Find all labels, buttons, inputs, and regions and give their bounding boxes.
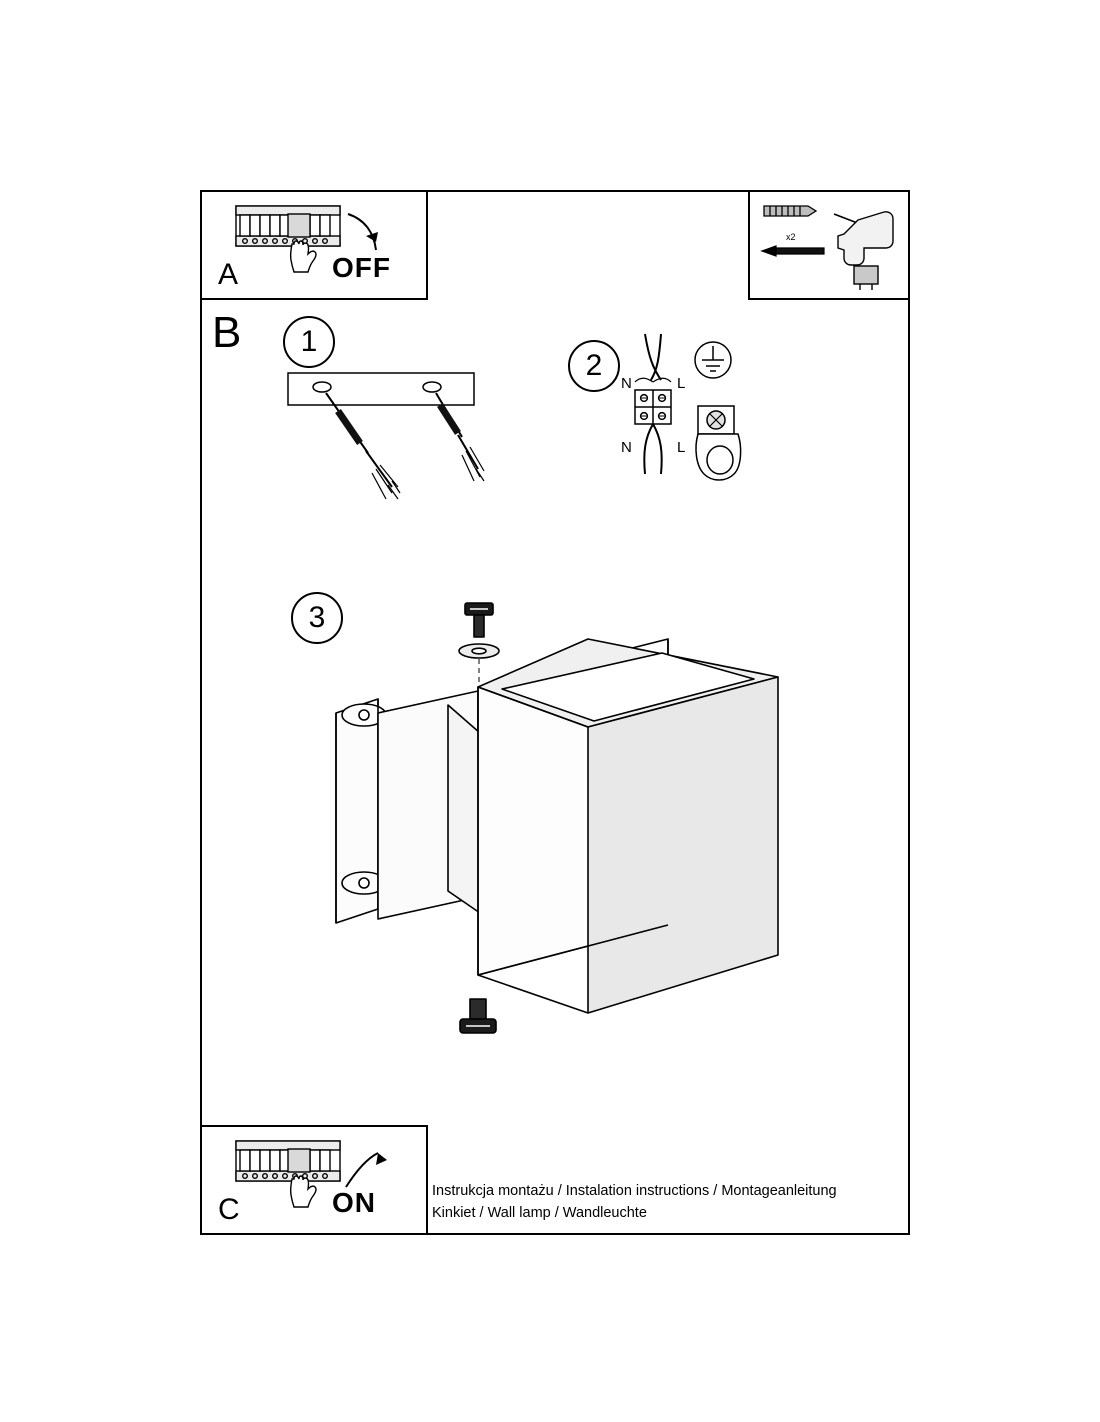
step-1-number: 1 [300, 325, 318, 358]
step-2-badge [568, 340, 620, 392]
screw-icon [758, 242, 832, 260]
fuse-box-hand-icon [228, 200, 418, 296]
drill-icon [828, 198, 906, 292]
step-c-letter: C [218, 1193, 240, 1226]
step-1-badge [283, 316, 335, 368]
step-a-action-label: OFF [332, 252, 391, 283]
lamp-terminal-connector-figure [690, 402, 754, 488]
tools-panel [748, 190, 910, 300]
step-c-panel [200, 1125, 428, 1235]
step-a-letter: A [218, 258, 239, 291]
mounting-plate-with-wires-figure [280, 365, 540, 545]
wall-plug-icon [760, 200, 830, 234]
caption-line-1: Instrukcja montażu / Instalation instructions / Montageanleitung [432, 1183, 837, 1199]
step-2-number: 2 [585, 349, 603, 382]
wall-lamp-assembly-figure [320, 595, 840, 1085]
fuse-box-hand-icon [228, 1135, 418, 1231]
wiring-label-n-bottom: N [621, 439, 632, 456]
wiring-label-l-bottom: L [677, 439, 686, 456]
caption-block [432, 1180, 837, 1224]
step-b-letter: B [212, 308, 242, 357]
earth-ground-icon [686, 338, 740, 386]
step-c-action-label: ON [332, 1187, 376, 1218]
wall-plug-quantity-label: x2 [786, 232, 796, 242]
caption-line-2: Kinkiet / Wall lamp / Wandleuchte [432, 1205, 647, 1221]
wiring-label-l-top: L [677, 375, 686, 392]
step-3-number: 3 [308, 601, 326, 634]
wiring-label-n-top: N [621, 375, 632, 392]
step-a-panel [200, 190, 428, 300]
